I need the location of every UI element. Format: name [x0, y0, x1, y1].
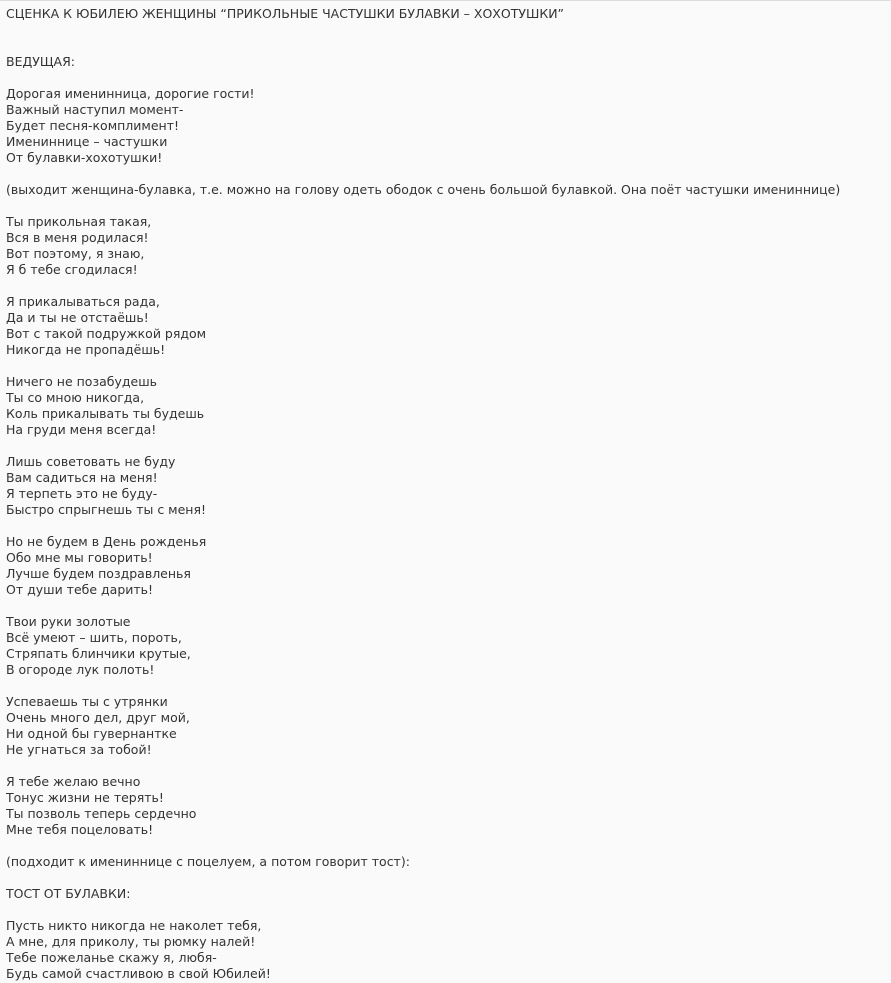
paragraph — [6, 214, 886, 278]
text-line: (подходит к имениннице с поцелуем, а потом говорит тост): — [6, 854, 410, 869]
paragraph-spacer — [6, 902, 886, 918]
text-line: Я прикалываться рада, — [6, 294, 160, 309]
paragraph — [6, 454, 886, 518]
text-line: Твои руки золотые — [6, 614, 131, 629]
paragraph-spacer — [6, 870, 886, 886]
paragraph-spacer — [6, 358, 886, 374]
text-line: Стряпать блинчики крутые, — [6, 646, 191, 661]
title-spacer — [6, 22, 886, 54]
text-line: Вам садиться на меня! — [6, 470, 158, 485]
paragraph — [6, 614, 886, 678]
paragraph — [6, 182, 886, 198]
text-line: Тонус жизни не терять! — [6, 790, 164, 805]
document-title: СЦЕНКА К ЮБИЛЕЮ ЖЕНЩИНЫ “ПРИКОЛЬНЫЕ ЧАСТУШКИ БУЛАВКИ – ХОХОТУШКИ” — [6, 6, 565, 21]
text-line: Будет песня-комплимент! — [6, 118, 179, 133]
text-line: Да и ты не отстаёшь! — [6, 310, 149, 325]
text-line: Ты со мною никогда, — [6, 390, 145, 405]
text-line: Я терпеть это не буду- — [6, 486, 158, 501]
text-line: Вот поэтому, я знаю, — [6, 246, 145, 261]
text-line: Ты прикольная такая, — [6, 214, 152, 229]
text-line: Пусть никто никогда не наколет тебя, — [6, 918, 262, 933]
text-line: (выходит женщина-булавка, т.е. можно на голову одеть ободок с очень большой булавкой. Она поёт частушки имениннице) — [6, 182, 841, 197]
text-line: В огороде лук полоть! — [6, 662, 155, 677]
text-line: Очень много дел, друг мой, — [6, 710, 190, 725]
top-divider — [0, 0, 891, 1]
paragraph-spacer — [6, 278, 886, 294]
text-line: Но не будем в День рожденья — [6, 534, 207, 549]
text-line: Успеваешь ты с утрянки — [6, 694, 168, 709]
paragraph-spacer — [6, 518, 886, 534]
text-line: Лишь советовать не буду — [6, 454, 176, 469]
text-line: Имениннице – частушки — [6, 134, 168, 149]
paragraph-spacer — [6, 166, 886, 182]
text-line: Вот с такой подружкой рядом — [6, 326, 207, 341]
text-line: Вся в меня родилася! — [6, 230, 149, 245]
document-blocks — [6, 54, 886, 982]
paragraph — [6, 374, 886, 438]
paragraph-spacer — [6, 198, 886, 214]
text-line: Коль прикалывать ты будешь — [6, 406, 205, 421]
paragraph-spacer — [6, 758, 886, 774]
text-line: Ни одной бы гувернантке — [6, 726, 177, 741]
text-line: Никогда не пропадёшь! — [6, 342, 166, 357]
text-line: Обо мне мы говорить! — [6, 550, 153, 565]
text-line: От булавки-хохотушки! — [6, 150, 163, 165]
paragraph-spacer — [6, 598, 886, 614]
paragraph-spacer — [6, 838, 886, 854]
text-line: Я тебе желаю вечно — [6, 774, 141, 789]
text-line: А мне, для приколу, ты рюмку налей! — [6, 934, 256, 949]
paragraph-spacer — [6, 70, 886, 86]
text-line: Мне тебя поцеловать! — [6, 822, 154, 837]
paragraph — [6, 886, 886, 902]
text-line: ТОСТ ОТ БУЛАВКИ: — [6, 886, 131, 901]
text-line: Ничего не позабудешь — [6, 374, 157, 389]
paragraph — [6, 294, 886, 358]
paragraph — [6, 854, 886, 870]
paragraph — [6, 918, 886, 982]
paragraph-spacer — [6, 438, 886, 454]
document-body — [6, 6, 886, 982]
text-line: Я б тебе сгодилася! — [6, 262, 138, 277]
text-line: Быстро спрыгнешь ты с меня! — [6, 502, 207, 517]
paragraph — [6, 774, 886, 838]
paragraph — [6, 54, 886, 70]
text-line: Лучше будем поздравленья — [6, 566, 191, 581]
text-line: Дорогая именинница, дорогие гости! — [6, 86, 255, 101]
paragraph-spacer — [6, 678, 886, 694]
text-line: Тебе пожеланье скажу я, любя- — [6, 950, 217, 965]
text-line: Не угнаться за тобой! — [6, 742, 152, 757]
paragraph — [6, 694, 886, 758]
text-line: ВЕДУЩАЯ: — [6, 54, 75, 69]
text-line: От души тебе дарить! — [6, 582, 154, 597]
text-line: Важный наступил момент- — [6, 102, 184, 117]
text-line: Ты позволь теперь сердечно — [6, 806, 197, 821]
paragraph — [6, 86, 886, 166]
text-line: На груди меня всегда! — [6, 422, 157, 437]
text-line: Будь самой счастливою в свой Юбилей! — [6, 966, 271, 981]
text-line: Всё умеют – шить, пороть, — [6, 630, 182, 645]
paragraph — [6, 534, 886, 598]
